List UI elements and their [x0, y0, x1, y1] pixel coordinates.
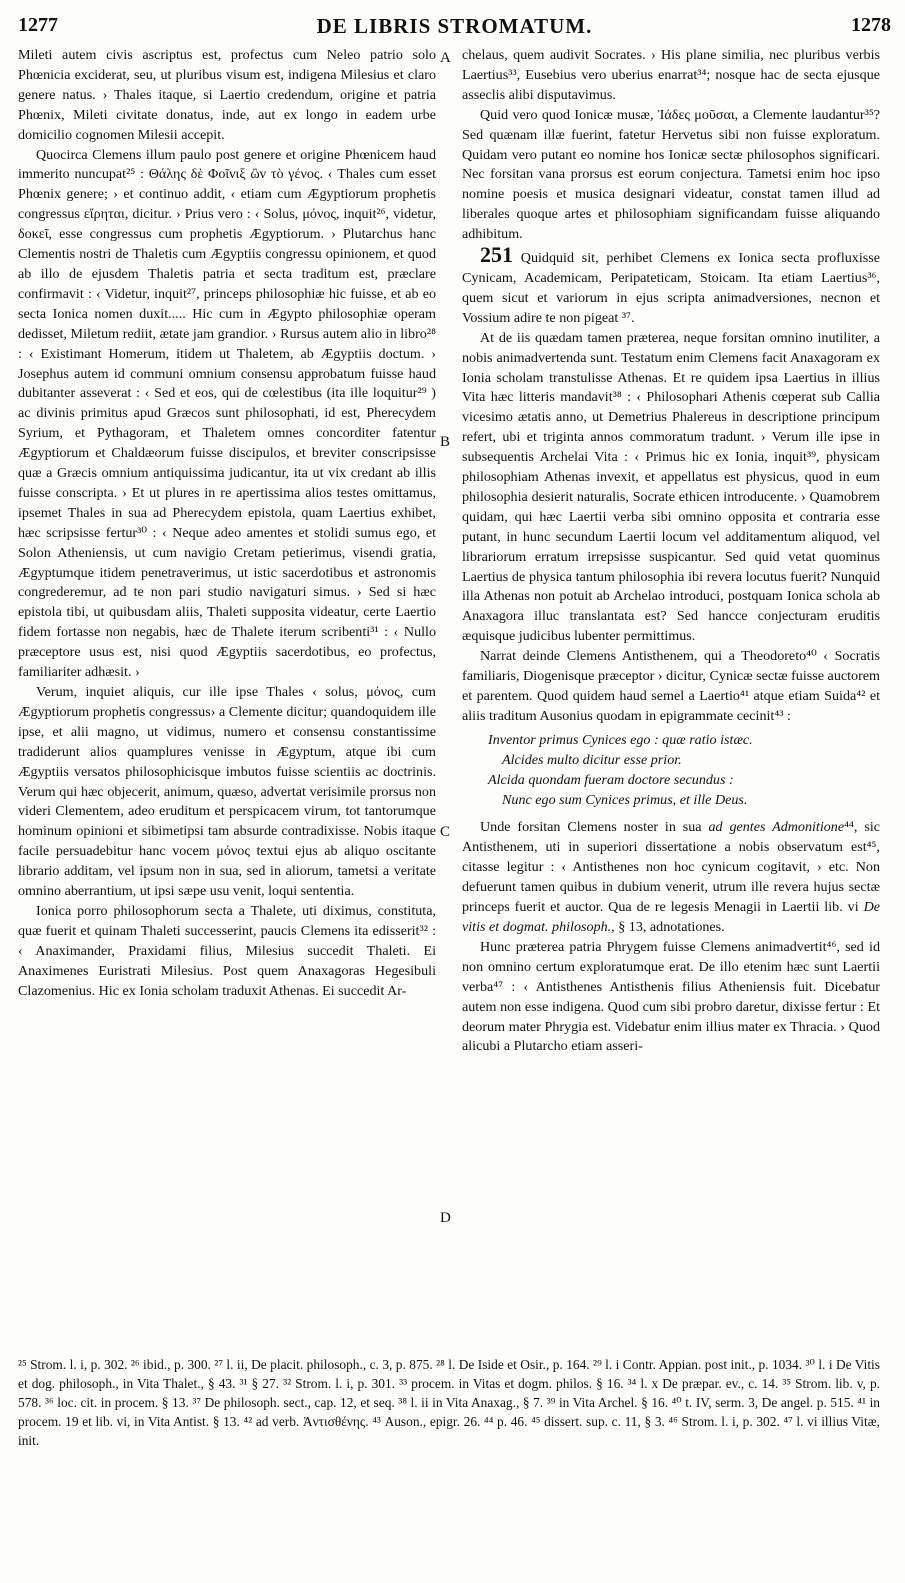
paragraph: Hunc præterea patria Phrygem fuisse Clemens animadvertit⁴⁶, sed id non omnino certum exploratumque erat. De illo etenim hæc sunt Laertii verba⁴⁷ : ‹ Antisthenes Antisthenis filius Atheniensis fuit. Dicebatur autem non esse indigena. Quod cum sibi probro daretur, dixisse fertur : Et deorum mater Phrygia est. Videbatur enim illius mater ex Thracia. › Quod alicubi a Plutarcho etiam asseri- [462, 938, 880, 1055]
paragraph: At de iis quædam tamen præterea, neque forsitan omnino inutiliter, a nobis animadvertenda sunt. Testatum enim Clemens facit Anaxagoram ex Ionia scholam transtulisse Athenas. Et re quidem ipsa Laertius in illius Vita hæc litteris mandavit³⁸ : ‹ Philosophari Athenis cœperat sub Callia vicesimo ætatis anno, ut Demetrius Phalereus in descriptione principum refert, ubi et triginta annos commoratum tradunt. › Verum ille ipse in subsequentis Archelai Vita : ‹ Primus hic ex Ionia, inquit³⁹, physicam philosophiam Athenas invexit, et appellatus est physicus, quod in eum philosophia desierit naturalis, Socrate ethicen introducente. › Quamobrem quidam, qui hæc Laertii verba sibi omnino opposita et contraria esse putant, in hunc secundum Laertii locum vel additamentum aliquod, vel librariorum erratum irrepsisse suspicantur. Sed quid vetat quominus Laertius de physica tantum philosophia ibi revera locutus fuerit? Nunquid illa Athenas non potuit ab Archelao introduci, postquam Ionica schola ab Anaxagora illuc translantata est? Sed hancce conjecturam eruditis æquisque judicibus lubenter permittimus. [462, 329, 880, 645]
footnotes: ²⁵ Strom. l. i, p. 302. ²⁶ ibid., p. 300. ²⁷ l. ii, De placit. philosoph., c. 3, p. 875. ²⁸ l. De Iside et Osir., p. 164. ²⁹ l. i Contr. Appian. post init., p. 1034. ³⁰ l. i De Vitis et dog. philosoph., in Vita Thalet., § 43. ³¹ § 27. ³² Strom. l. i, p. 301. ³³ procem. in Vitas et dogm. philos. § 16. ³⁴ l. x De præpar. ev., c. 14. ³⁵ Strom. lib. v, p. 578. ³⁶ loc. cit. in procem. § 13. ³⁷ De philosoph. sect., cap. 12, et seq. ³⁸ l. ii in Vita Anaxag., § 7. ³⁹ in Vita Archel. § 16. ⁴⁰ t. IV, serm. 3, De angel. p. 515. ⁴¹ in procem. 19 et lib. vi, in Vita Antist. § 13. ⁴² ad verb. Ἀντισθένης. ⁴³ Auson., epigr. 26. ⁴⁴ p. 46. ⁴⁵ dissert. sup. c. 11, § 3. ⁴⁶ Strom. l. i, p. 302. ⁴⁷ l. vi illius Vitæ, init. [18, 1357, 880, 1448]
paragraph: Ionica porro philosophorum secta a Thalete, uti diximus, constituta, quæ fuerit et quinam Thaleti successerint, paucis Clemens ita edisserit³² : ‹ Anaximander, Praxidami filius, Milesius succedit Thaleti. Ei Anaximenes Euristrati Milesius. Post quem Anaxagoras Hegesibuli Clazomenius. Hic ex Ionia scholam traduxit Athenas. Ei succedit Ar- [18, 902, 436, 999]
page-number-left: 1277 [18, 14, 58, 36]
paragraph: Verum, inquiet aliquis, cur ille ipse Thales ‹ solus, μόνος, cum Ægyptiorum prophetis congressus› a Clemente dicitur; quandoquidem ille ipse, et alii magno, ut vidimus, numero et consensu constantissime tradiderunt alios quamplures venisse in Ægyptum, atque ibi cum Ægyptiis versatos philosophicisque imbutos fuisse scientiis ac doctrinis. Verum qui hæc objecerit, animum, quæso, advertat verisimile prorsus non videri Clementem, adeo eruditum et perspicacem virum, tot tantorumque hominum opinioni et sibimetipsi tam absurde contradixisse. Nobis itaque facile persuadebitur hanc vocem μόνος textui ejus ab aliquo oscitante librario additam, vel ipsum non in sua, sed in aliorum, tametsi a veritate omnino aberrantium, ut ipsi sæpe usu venit, loqui sententia. [18, 684, 436, 900]
verse-line: Nunc ego sum Cynices primus, et ille Deus. [502, 791, 748, 808]
margin-letter-d: D [440, 1210, 451, 1226]
margin-letter-b: B [440, 434, 451, 450]
left-column [18, 46, 436, 1002]
paragraph [462, 818, 880, 937]
right-column [462, 46, 880, 1057]
margin-letter-a: A [440, 50, 451, 66]
paragraph: Narrat deinde Clemens Antisthenem, qui a Theodoreto⁴⁰ ‹ Socratis familiaris, Diogenisque præceptor › dicitur, Cynicæ sectæ fuisse auctorem et parentem. Quod quidem haud semel a Laertio⁴¹ atque etiam Suida⁴² et aliis traditum Ausonius quodam in epigrammate cecinit⁴³ : [462, 648, 880, 724]
paragraph: Mileti autem civis ascriptus est, profectus cum Neleo patrio solo Phœnicia exciderat, seu, ut pluribus visum est, indigena Milesius et claro genere natus. › Thales itaque, si Laertio credendum, origine et patria Phœnix, Mileti civitate donatus, inde, aut ex longo in eadem urbe domicilio cognomen Milesii accepit. [18, 47, 436, 143]
running-title: DE LIBRIS STROMATUM. [316, 14, 593, 38]
paragraph: Quocirca Clemens illum paulo post genere et origine Phœnicem haud immerito nuncupat²⁵ : Θάλης δὲ Φοῖνιξ ὢν τὸ γένος. ‹ Thales cum esset Phœnix genere; › et continuo addit, ‹ etiam cum Ægyptiorum prophetis congressus εἴρηται, dicitur. › Prius vero : ‹ Solus, μόνος, inquit²⁶, videtur, δοκεῖ, esse congressus cum prophetis Ægyptiorum. › Plutarchus hanc Clementis nostri de Thaletis cum Ægyptiis congressu opinionem, et quod ab illo de ejusdem Thaletis patria et secta traditum est, præclare confirmavit : ‹ Videtur, inquit²⁷, princeps philosophiæ hic fuisse, et ab eo secta Ionica nomen duxit..... Hic cum in Ægypto philosophiæ operam dedisset, Miletum rediit, ætate jam grandior. › Rursus autem alio in libro²⁸ : ‹ Existimant Homerum, itidem ut Thaletem, ab Ægyptiis doctum. › Josephus autem id communi omnium consensu approbatum fuisse haud dubitanter asseverat : ‹ Sed et eos, qui de cœlestibus (ita ille loquitur²⁹ ) ac divinis primitus apud Græcos sunt philosophati, id est, Pherecydem Syrium, et Pythagoram, et Thaletem omnes concorditer fatentur Ægyptiorum et Chaldæorum fuisse discipulos, et breviter conscripsisse quæ a Græcis omnium antiquissima judicantur, ita ut vix credant ab illis fuisse conscripta. › Et ut plures in re apertissima alios testes omittamus, ipsemet Thales in sua ad Pherecydem epistola, quam Laertius exhibet, hæc scripsisse fertur³⁰ : ‹ Neque adeo amentes et stolidi sumus ego, et Solon Atheniensis, ut cum navigio Cretam petierimus, visendi gratia, Ægyptumque itidem penetraverimus, ut istic sacerdotibus et astronomis congrederemur, ad te non pari studio navigaturi simus. › Sed si hæc epistola tibi, ut quibusdam aliis, Thaleti supposita videatur, certe Laertio fidem fortasse non negabis, hæc de Thalete iterum scribenti³¹ : ‹ Nullo præceptore usus est, nisi quod Ægyptiis sacerdotibus, eo profectus, familiariter adhæsit. › [18, 146, 436, 681]
epigram-verse [488, 731, 880, 811]
paragraph-text: , § 13, adnotationes. [611, 918, 725, 935]
section-number: 251 [480, 242, 513, 268]
paragraph: Quid vero quod Ionicæ musæ, Ἰάδες μοῦσαι, a Clemente laudantur³⁵? Sed quænam illæ fuerint, fatetur Hervetus sibi non fuisse exploratum. Quidam vero putant eo nomine hos Ionicæ sectæ philosophos significari. Nec forsitan vana prorsus est eorum conjectura. Tametsi enim hoc ipso nomine poesis et musica designari videatur, constat tamen illud ad liberales quoque artes et philosophiam significandam fuisse aliquando adhibitum. [462, 106, 880, 243]
italic-title: De vitis et dogmat. philosoph. [462, 899, 880, 935]
page-number-right: 1278 [851, 14, 891, 36]
page-header [18, 14, 891, 40]
paragraph [462, 242, 880, 329]
paragraph-text: Unde forsitan Clemens noster in sua [480, 819, 709, 836]
paragraph-text: Quidquid sit, perhibet Clemens ex Ionica secta profluxisse Cynicam, Academicam, Peripateticam, Stoicam. Ita etiam Laertius³⁶, quem sicut et variorum in ejus scripta animadversiones, necnon et Vossium adire te non pigeat ³⁷. [462, 250, 880, 326]
verse-line: Inventor primus Cynices ego : quæ ratio istæc. [488, 731, 753, 748]
paragraph-text: ⁴⁴, sic Antisthenem, uti in superiori dissertatione a nobis observatum est⁴⁵, citasse legitur : ‹ Antisthenes non hoc cynicum cogitavit, › etc. Non defuerunt tamen quibus in dubium venerit, utrum ille revera hujus sectæ princeps fuerit et auctor. Qua de re legesis Menagii in Laertii lib. vi [462, 819, 881, 916]
verse-line: Alcida quondam fueram doctore secundus : [488, 771, 734, 788]
paragraph: chelaus, quem audivit Socrates. › His plane similia, nec pluribus verbis Laertius³³, Eusebius vero uberius enarrat³⁴; nosque hac de secta ejusque asseclis alibi disputavimus. [462, 47, 880, 103]
margin-letter-c: C [440, 824, 451, 840]
verse-line: Alcides multo dicitur esse prior. [502, 751, 682, 768]
italic-title: ad gentes Admonitione [708, 819, 845, 836]
